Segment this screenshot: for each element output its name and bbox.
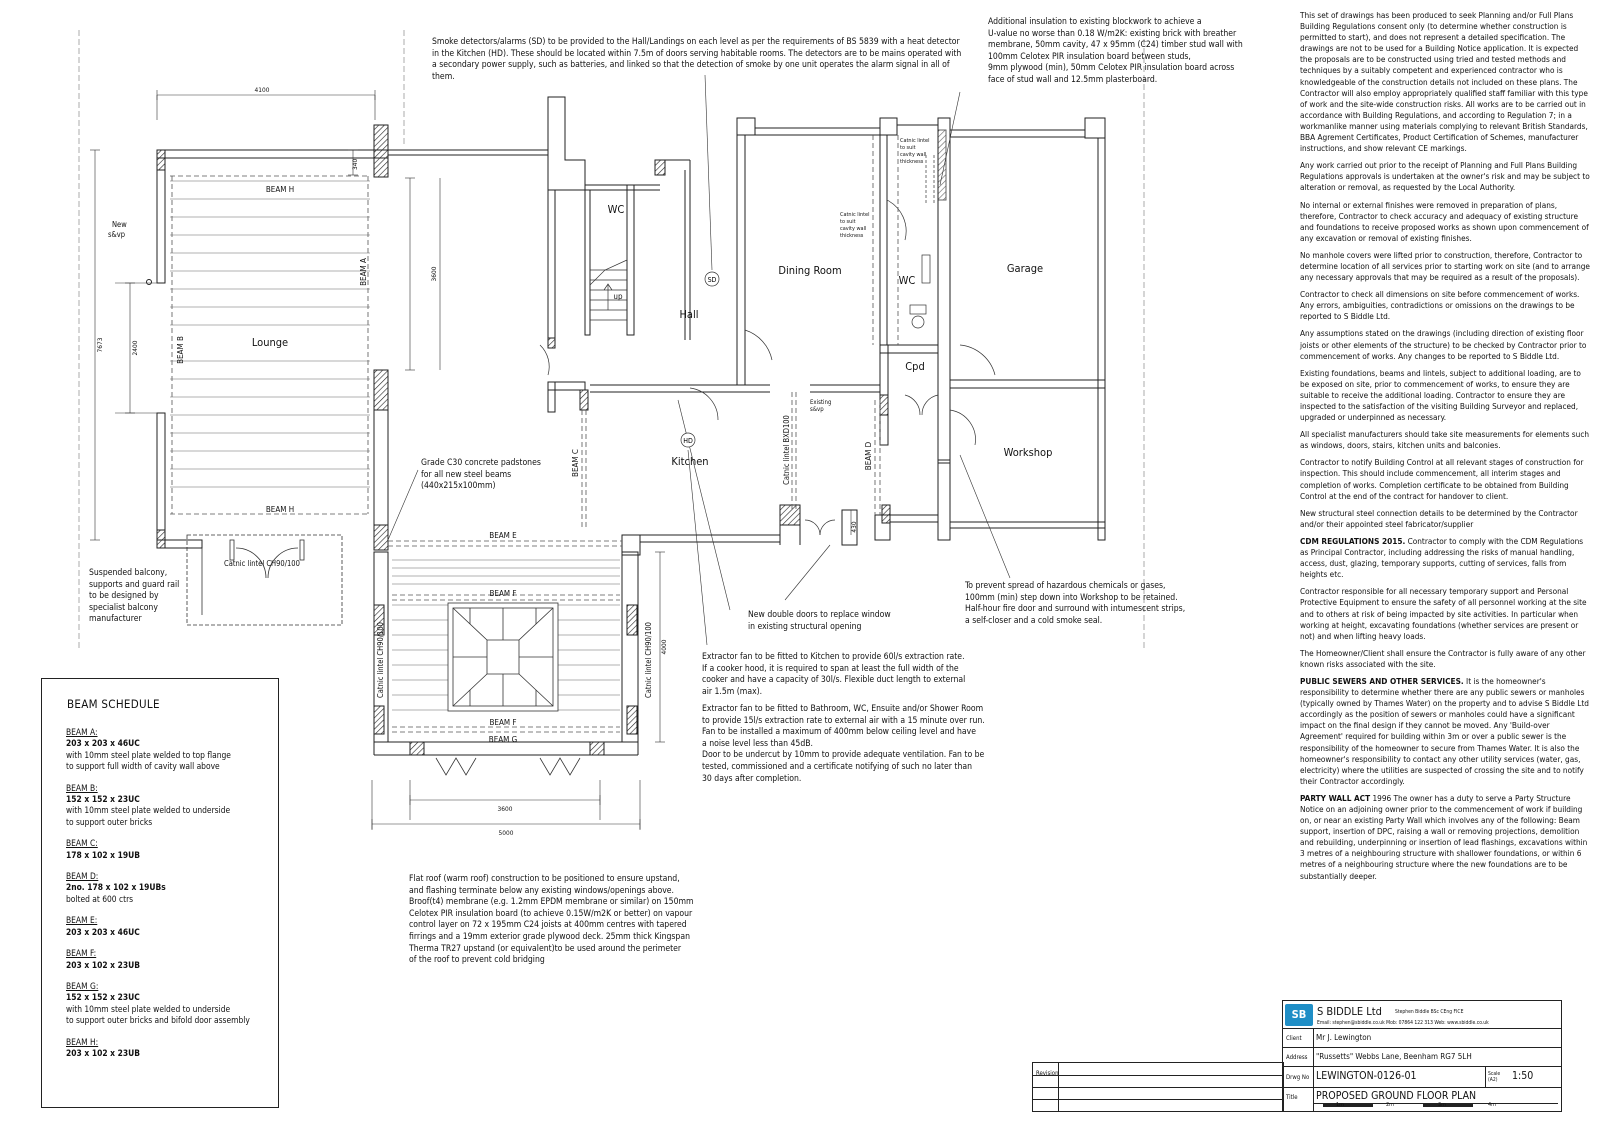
stairs bbox=[590, 250, 627, 320]
beam-size: 203 x 102 x 23UB bbox=[66, 959, 141, 970]
beam-size: 152 x 152 x 23UC bbox=[66, 794, 140, 805]
beam-name: BEAM C: bbox=[66, 838, 98, 849]
lintel-suit-2-line-4: thickness bbox=[840, 233, 864, 239]
existing-svp-line-1: Existing bbox=[810, 399, 832, 406]
note-insulation: Additional insulation to existing blockwork to achieve a U-value no worse than 0.18 W/m2K: existing brick with breather membrane, 50mm cavity, 47 x 95mm (C24) timber stud wall with 100mm Celotex PIR insulation board between studs, 9mm plywood (min), 50mm Celotex PIR insulation board across face of stud wall and 12.5mm plasterboard. bbox=[988, 17, 1243, 85]
lintel-suit-2-line-2: to suit bbox=[840, 219, 856, 225]
beam-size: 178 x 102 x 19UB bbox=[66, 849, 141, 860]
beam-size: 203 x 203 x 46UC bbox=[66, 738, 140, 749]
dim-4000: 4000 bbox=[660, 639, 668, 655]
beam-e-label: BEAM E bbox=[489, 531, 517, 540]
beam-schedule-title: BEAM SCHEDULE bbox=[67, 697, 160, 711]
note-smoke-detectors: Smoke detectors/alarms (SD) to be provided to the Hall/Landings on each level as per the requirements of BS 5839 with a heat detector in the Kitchen (HD). These should be located within 7.5m of doors serving habitable rooms. The detectors are to be mains operated with a secondary power supply, such as batteries, and linked so that the detection of smoke by one unit operates the alarm signal in all of them. bbox=[432, 37, 962, 82]
address-value: "Russetts" Webbs Lane, Beenham RG7 5LH bbox=[1316, 1052, 1472, 1061]
beam-name: BEAM B: bbox=[66, 782, 98, 793]
beam-description: to support full width of cavity wall above bbox=[66, 761, 220, 772]
dim-340: 340 bbox=[351, 158, 359, 170]
beam-name: BEAM G: bbox=[66, 980, 99, 991]
dashed-boundary-lines bbox=[79, 30, 1144, 650]
dim-7673: 7673 bbox=[96, 337, 104, 353]
note-extractor-bathroom: Extractor fan to be fitted to Bathroom, WC, Ensuite and/or Shower Room to provide 15l/s extraction rate to external air with a 15 minute over run. Fan to be installed a maximum of 400mm below ceiling level and have a noise level less than 45dB. Door to be undercut by 10mm to provide adequate ventilation. Fan to be tested, commissioned and a certificate notifying of such no later than 30 days after completion. bbox=[702, 704, 985, 784]
lintel-suit-1-line-3: cavity wall bbox=[900, 152, 927, 158]
company-logo: SB bbox=[1285, 1004, 1313, 1026]
room-hall: Hall bbox=[679, 308, 699, 321]
beam-schedule bbox=[41, 678, 279, 1108]
beam-g-label: BEAM G bbox=[488, 735, 518, 744]
address-row: Address "Russetts" Webbs Lane, Beenham RG7 5LH bbox=[1283, 1047, 1561, 1067]
lintel-left-label: Catnic lintel CH90/100 bbox=[376, 622, 385, 698]
beam-schedule-entry bbox=[66, 1037, 276, 1060]
room-lounge: Lounge bbox=[251, 336, 289, 349]
dim-430: 430 bbox=[850, 521, 858, 533]
room-dining: Dining Room bbox=[778, 264, 842, 277]
beam-name: BEAM A: bbox=[66, 727, 98, 737]
drawing-title: PROPOSED GROUND FLOOR PLAN bbox=[1316, 1090, 1477, 1102]
lintel-right-label: Catnic lintel CH90/100 bbox=[644, 622, 653, 698]
existing-svp-line-2: s&vp bbox=[810, 406, 824, 413]
beam-f-bottom-label: BEAM F bbox=[489, 718, 517, 727]
beam-schedule-entry bbox=[66, 948, 276, 971]
beam-b-label: BEAM B bbox=[176, 336, 185, 364]
lintel-bxd100-label: Catnic lintel BXD100 bbox=[782, 415, 791, 485]
beam-schedule-entry bbox=[66, 981, 276, 1027]
lounge-joists bbox=[170, 181, 370, 487]
sewers-note: PUBLIC SEWERS AND OTHER SERVICES. It is the homeowner's responsibility to determine whether there are any public sewers or manholes (typically owned by Thames Water) on the property and to advise S Biddle Ltd accordingly as the position of sewers or manholes could have a significant impact on the final design if they cannot be moved. Any 'Build-over Agreement' required for building within 3m or over a public sewer is the responsibility of the homeowner to secure from Thames Water. It is also the homeowner's responsibility to contact any other utility services (water, gas, electricity) where the utilities are suspected of crossing the site and to notify their Contractor accordingly. bbox=[1300, 675, 1589, 786]
beam-schedule-list bbox=[66, 727, 276, 1069]
dim-3600-horizontal: 3600 bbox=[497, 805, 513, 813]
main-house-walls bbox=[548, 97, 1105, 555]
beam-h-top-label: BEAM H bbox=[265, 185, 295, 194]
room-wc: WC bbox=[607, 203, 625, 216]
room-cupboard: Cpd bbox=[905, 360, 925, 373]
smoke-detector-label: SD bbox=[707, 276, 717, 284]
heat-detector-label: HD bbox=[683, 437, 693, 445]
client-name: Mr J. Lewington bbox=[1316, 1033, 1372, 1042]
beam-schedule-entry bbox=[66, 727, 276, 773]
beam-description: with 10mm steel plate welded to top flange bbox=[66, 749, 231, 760]
party-wall-note: PARTY WALL ACT 1996 The owner has a duty to serve a Party Structure Notice on an adjoining owner prior to the commencement of work if building on, or near an existing Party Wall which involves any of the following: Beam support, insertion of DPC, raising a wall or removing projections, demolition and rebuilding, underpinning or insertion of lead flashings, excavations within 3 metres of a neighbouring structure with shallower foundations, or within 6 metres of a neighbouring structure where the new foundations are to be substantially deeper. bbox=[1300, 792, 1588, 881]
note-balcony: Suspended balcony, supports and guard rail to be designed by specialist balcony manufacturer bbox=[89, 568, 180, 625]
beam-description: with 10mm steel plate welded to underside bbox=[66, 805, 231, 816]
balcony bbox=[187, 535, 342, 625]
lintel-suit-1-line-4: thickness bbox=[900, 159, 924, 165]
lintel-balcony-label: Catnic lintel CH90/100 bbox=[224, 559, 300, 568]
beam-h-bottom-label: BEAM H bbox=[265, 505, 295, 514]
beam-description: to support outer bricks and bifold door assembly bbox=[66, 1015, 250, 1026]
room-kitchen: Kitchen bbox=[671, 455, 709, 468]
room-wc-2: WC bbox=[898, 274, 916, 287]
roof-lantern bbox=[448, 603, 558, 711]
new-svp-line-2: s&vp bbox=[108, 230, 126, 239]
room-labels bbox=[251, 203, 1053, 471]
dim-4100: 4100 bbox=[254, 86, 270, 94]
beam-description: to support outer bricks bbox=[66, 816, 153, 827]
note-hazardous: To prevent spread of hazardous chemicals or gases, 100mm (min) step down into Workshop to be retained. Half-hour fire door and surround with intumescent strips, a self-closer and a cold smoke seal. bbox=[965, 581, 1186, 626]
beam-size: 203 x 203 x 46UC bbox=[66, 926, 140, 937]
beam-schedule-entry bbox=[66, 871, 276, 905]
cdm-note: CDM REGULATIONS 2015. Contractor to comply with the CDM Regulations as Principal Contractor, including addressing the risks of manual handling, access, dust, glazing, temporary supports, cutting of services, falls from heights etc. bbox=[1300, 535, 1584, 580]
note-flat-roof: Flat roof (warm roof) construction to be positioned to ensure upstand, and flashing terminate below any existing windows/openings above. Broof(t4) membrane (e.g. 1.2mm EPDM membrane or similar) on 150mm Celotex PIR insulation board (to achieve 0.15W/m2K or better) on vapour control layer on 72 x 195mm C24 joists at 400mm centres with tapered firrings and a 19mm exterior grade plywood deck. 25mm thick Kingspan Therma TR27 upstand (or equivalent)to be used around the perimeter of the roof to prevent cold bridging bbox=[409, 874, 694, 966]
dim-2400: 2400 bbox=[131, 340, 139, 356]
note-extractor-kitchen: Extractor fan to be fitted to Kitchen to provide 60l/s extraction rate. If a cooker hood, it is required to span at least the full width of the cooker and have a capacity of 30l/s. Flexible duct length to external air 1.5m (max). bbox=[702, 652, 966, 697]
bifold-doors bbox=[436, 758, 580, 775]
drawing-number-row: Drwg No LEWINGTON-0126-01 Scale (A2) 1:50 bbox=[1283, 1066, 1561, 1088]
beam-a-label: BEAM A bbox=[359, 258, 368, 286]
beam-name: BEAM H: bbox=[66, 1036, 99, 1047]
engineer-name: Stephen Biddle BSc CEng FICE bbox=[1395, 1009, 1464, 1015]
beam-schedule-entry bbox=[66, 838, 276, 861]
beam-description: bolted at 600 ctrs bbox=[66, 893, 134, 904]
beam-c-label: BEAM C bbox=[571, 449, 580, 477]
beam-size: 2no. 178 x 102 x 19UBs bbox=[66, 882, 166, 893]
beam-f-top-label: BEAM F bbox=[489, 589, 517, 598]
lintel-suit-2-line-3: cavity wall bbox=[840, 226, 867, 232]
note-double-doors: New double doors to replace window in existing structural opening bbox=[748, 610, 891, 632]
revision-box bbox=[1032, 1062, 1284, 1112]
drawing-number: LEWINGTON-0126-01 bbox=[1316, 1070, 1417, 1082]
room-workshop: Workshop bbox=[1003, 446, 1053, 459]
lintel-suit-1-line-1: Catnic lintel bbox=[900, 138, 930, 144]
beam-schedule-entry bbox=[66, 783, 276, 829]
beam-size: 203 x 102 x 23UB bbox=[66, 1047, 141, 1058]
beam-schedule-entry bbox=[66, 915, 276, 938]
beam-name: BEAM D: bbox=[66, 871, 99, 882]
revision-label: Revision bbox=[1036, 1070, 1059, 1077]
scale-label: Scale (A2) bbox=[1488, 1071, 1501, 1083]
title-row: Title PROPOSED GROUND FLOOR PLAN 1m 2m 3m 4m bbox=[1283, 1087, 1561, 1112]
company-contact: Email: stephen@sbiddle.co.uk Mob: 07864 122 313 Web: www.sbiddle.co.uk bbox=[1317, 1020, 1489, 1026]
beam-d-label: BEAM D bbox=[864, 441, 873, 471]
room-garage: Garage bbox=[1006, 262, 1044, 275]
dim-5000: 5000 bbox=[498, 829, 514, 837]
beam-name: BEAM F: bbox=[66, 948, 97, 959]
new-svp-line-1: New bbox=[112, 220, 127, 229]
general-notes: This set of drawings has been produced to seek Planning and/or Full Plans Building Regulations consent only (to determine whether construction is permitted to start), and does not represent a detailed specification. The drawings are not to be used for a Building Notice application. It is expected the proposals are to be constructed using tried and tested methods and techniques by a suitably competent and experienced contractor who is knowledgeable of the construction details not included on these plans. The Contractor will also employ appropriately qualified staff familiar with this type of work and the site-wide construction risks. All works are to be carried out in accordance with Building Regulations, and according to Regulation 7; in a workmanlike manner using materials complying to relevant British Standards, BBA Agrement Certificates, Product Certification of Schemes, manufacturer instructions, and show relevant CE markings. Any work carried out prior to the receipt of Planning and Full Plans Building Regulations approvals is undertaken at the owner's risk and may be subject to alteration or removal, as requested by the Local Authority. No internal or external finishes were removed in preparation of plans, therefore, Contractor to check accuracy and adequacy of existing structure and foundations to receive proposed works as shown upon commencement of any excavation or removal of existing finishes. No manhole covers were lifted prior to construction, therefore, Contractor to determine location of all services prior to starting work on site (and to arrange any necessary approvals that may be required as a result of the proposals). Contractor to check all dimensions on site before commencement of works. Any errors, ambiguities, contradictions or omissions on the drawings to be reported to S Biddle Ltd. Any assumptions stated on the drawings (including direction of existing floor joists or other elements of the structure) to be checked by Contractor prior to commencement of works. Any changes to be reported to S Biddle Ltd. Existing foundations, beams and lintels, subject to additional loading, are to be exposed on site, prior to commencement of works, to ensure they are suitable to receive the additional loading. Contractor to ensure they are inspected to the satisfaction of the visiting Building Surveyor and replaced, upgraded or underpinned as necessary. All specialist manufacturers should take site measurements for elements such as windows, doors, stairs, kitchen units and balconies. Contractor to notify Building Control at all relevant stages of construction for inspection. This should include commencement, all interim stages and completion of works. Completion certificate to be obtained from Building Control at the end of the contract for handover to client. New structural steel connection details to be determined by the Contractor and/or their appointed steel fabricator/supplier CDM REGULATIONS 2015. Contractor to comply with the CDM Regulations as Principal Contractor, including addressing the risks of manual handling, access, dust, glazing, temporary supports, cutting of services, falls from heights etc. Contractor responsible for all necessary temporary support and Personal Protective Equipment to ensure the safety of all personnel working at the site and to others at risk of being impacted by site activities. In particular when working at height, excavating foundations (whether services are present or not) and when lifting heavy loads. The Homeowner/Client shall ensure the Contractor is fully aware of any other known risks associated with the site. PUBLIC SEWERS AND OTHER SERVICES. It is the homeowner's responsibility to determine whether there are any public sewers or manholes (typically owned by Thames Water) on the property and to advise S Biddle Ltd accordingly as the position of sewers or manholes could have a significant impact on the final design if they cannot be moved. Any 'Build-over Agreement' required for building within 3m or over a public sewer is the responsibility of the homeowner to secure from Thames Water. It is also the homeowner's responsibility to contact any other utility services (water, gas, electricity) where the utilities are suspected of crossing the site and to notify their Contractor accordingly. PARTY WALL ACT 1996 The owner has a duty to serve a Party Structure Notice on an adjoining owner prior to the commencement of work if building on, or near an existing Party Wall which involves any of the following: Beam support, insertion of DPC, raising a wall or removing projections, demolition and rebuilding, underpinning or insertion of lead flashings, excavations within 3 metres of a neighbouring structure with shallower foundations, or within 6 metres of a neighbouring structure where the new foundations are to be substantially deeper. bbox=[1300, 10, 1590, 881]
stairs-up-label: up bbox=[613, 292, 623, 301]
scale-value: 1:50 bbox=[1512, 1070, 1534, 1082]
beam-size: 152 x 152 x 23UC bbox=[66, 992, 140, 1003]
beam-description: with 10mm steel plate welded to underside bbox=[66, 1003, 231, 1014]
lintel-suit-1-line-2: to suit bbox=[900, 145, 916, 151]
title-block bbox=[1282, 1000, 1562, 1112]
detector-symbols bbox=[681, 272, 719, 447]
beam-name: BEAM E: bbox=[66, 915, 98, 926]
client-row: Client Mr J. Lewington bbox=[1283, 1028, 1561, 1048]
dim-3600-vertical: 3600 bbox=[430, 266, 438, 282]
company-name: S BIDDLE Ltd bbox=[1317, 1005, 1382, 1018]
note-padstones: Grade C30 concrete padstones for all new steel beams (440x215x100mm) bbox=[421, 458, 541, 492]
lintel-suit-2-line-1: Catnic lintel bbox=[840, 212, 870, 218]
